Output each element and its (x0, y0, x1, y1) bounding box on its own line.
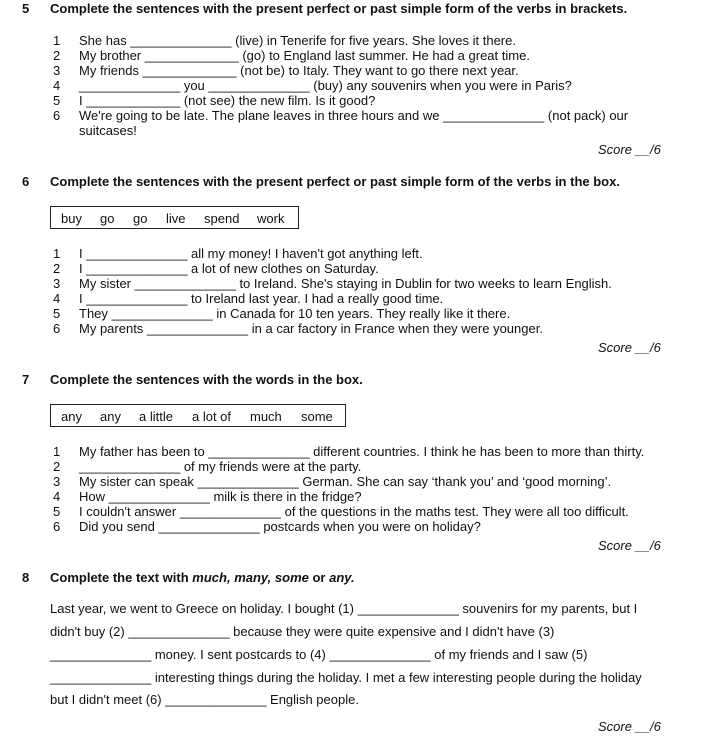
word-box (50, 206, 299, 229)
paragraph-line: ______________ interesting things during the holiday. I met a few interesting people during the holiday (50, 670, 642, 685)
sentence: My sister ______________ to Ireland. She's staying in Dublin for two weeks to learn English. (79, 276, 612, 291)
exercise-7-title: Complete the sentences with the words in the box. (50, 372, 363, 387)
exercise-8-number: 8 (22, 570, 30, 585)
item-number: 2 (53, 459, 61, 474)
item-number: 5 (53, 93, 61, 108)
paragraph-line: ______________ money. I sent postcards to (4) ______________ of my friends and I saw (5) (50, 647, 588, 662)
exercise-5-number: 5 (22, 1, 30, 16)
sentence-continuation: suitcases! (79, 123, 137, 138)
sentence: My brother _____________ (go) to England last summer. He had a great time. (79, 48, 530, 63)
exercise-5-score: Score __/6 (598, 142, 661, 157)
exercise-6-number: 6 (22, 174, 30, 189)
sentence: ______________ you ______________ (buy) any souvenirs when you were in Paris? (79, 78, 572, 93)
sentence: My friends _____________ (not be) to Italy. They want to go there next year. (79, 63, 519, 78)
item-number: 4 (53, 489, 61, 504)
sentence: She has ______________ (live) in Tenerife for five years. She loves it there. (79, 33, 516, 48)
sentence: They ______________ in Canada for 10 ten years. They really like it there. (79, 306, 511, 321)
exercise-6-title: Complete the sentences with the present perfect or past simple form of the verbs in the box. (50, 174, 620, 189)
box-word: live (166, 211, 186, 226)
sentence: I ______________ a lot of new clothes on Saturday. (79, 261, 379, 276)
item-number: 5 (53, 306, 61, 321)
item-number: 1 (53, 444, 61, 459)
exercise-7-number: 7 (22, 372, 30, 387)
item-number: 2 (53, 261, 61, 276)
sentence: Did you send ______________ postcards when you were on holiday? (79, 519, 481, 534)
item-number: 3 (53, 63, 61, 78)
paragraph-line: Last year, we went to Greece on holiday. I bought (1) ______________ souvenirs for my parents, but I (50, 601, 638, 616)
exercise-7-score: Score __/6 (598, 538, 661, 553)
item-number: 6 (53, 519, 61, 534)
exercise-8-score: Score __/6 (598, 719, 661, 734)
exercise-8-title (50, 570, 355, 585)
item-number: 4 (53, 78, 61, 93)
box-word: a little (139, 409, 173, 424)
sentence: How ______________ milk is there in the fridge? (79, 489, 362, 504)
box-word: much (250, 409, 282, 424)
box-word: some (301, 409, 333, 424)
sentence: We're going to be late. The plane leaves in three hours and we ______________ (not pack) our (79, 108, 629, 123)
sentence: I ______________ all my money! I haven't got anything left. (79, 246, 423, 261)
exercise-6-score: Score __/6 (598, 340, 661, 355)
box-word: buy (61, 211, 82, 226)
box-word: go (133, 211, 148, 226)
sentence: I _____________ (not see) the new film. Is it good? (79, 93, 376, 108)
item-number: 4 (53, 291, 61, 306)
box-word: a lot of (192, 409, 232, 424)
sentence: My sister can speak ______________ German. She can say ‘thank you’ and ‘good morning’. (79, 474, 612, 489)
title-emphasis: much, many, some (192, 570, 309, 585)
paragraph-line: but I didn't meet (6) ______________ English people. (50, 692, 359, 707)
title-prefix: Complete the text with (50, 570, 193, 585)
box-word: work (257, 211, 285, 226)
item-number: 3 (53, 474, 61, 489)
paragraph-line: didn't buy (2) ______________ because they were quite expensive and I didn't have (3) (50, 624, 555, 639)
box-word: any (61, 409, 82, 424)
box-word: any (100, 409, 121, 424)
item-number: 3 (53, 276, 61, 291)
title-or: or (308, 570, 330, 585)
item-number: 6 (53, 108, 61, 123)
sentence: ______________ of my friends were at the party. (79, 459, 362, 474)
box-word: spend (204, 211, 240, 226)
sentence: My father has been to ______________ different countries. I think he has been to more than thirty. (79, 444, 645, 459)
sentence: I couldn't answer ______________ of the questions in the maths test. They were all too difficult. (79, 504, 629, 519)
item-number: 2 (53, 48, 61, 63)
item-number: 6 (53, 321, 61, 336)
item-number: 5 (53, 504, 61, 519)
sentence: I ______________ to Ireland last year. I had a really good time. (79, 291, 444, 306)
sentence: My parents ______________ in a car factory in France when they were younger. (79, 321, 543, 336)
item-number: 1 (53, 246, 61, 261)
item-number: 1 (53, 33, 61, 48)
exercise-5-title: Complete the sentences with the present perfect or past simple form of the verbs in brackets. (50, 1, 628, 16)
box-word: go (100, 211, 115, 226)
title-emphasis-last: any. (329, 570, 355, 585)
word-box (50, 404, 346, 427)
